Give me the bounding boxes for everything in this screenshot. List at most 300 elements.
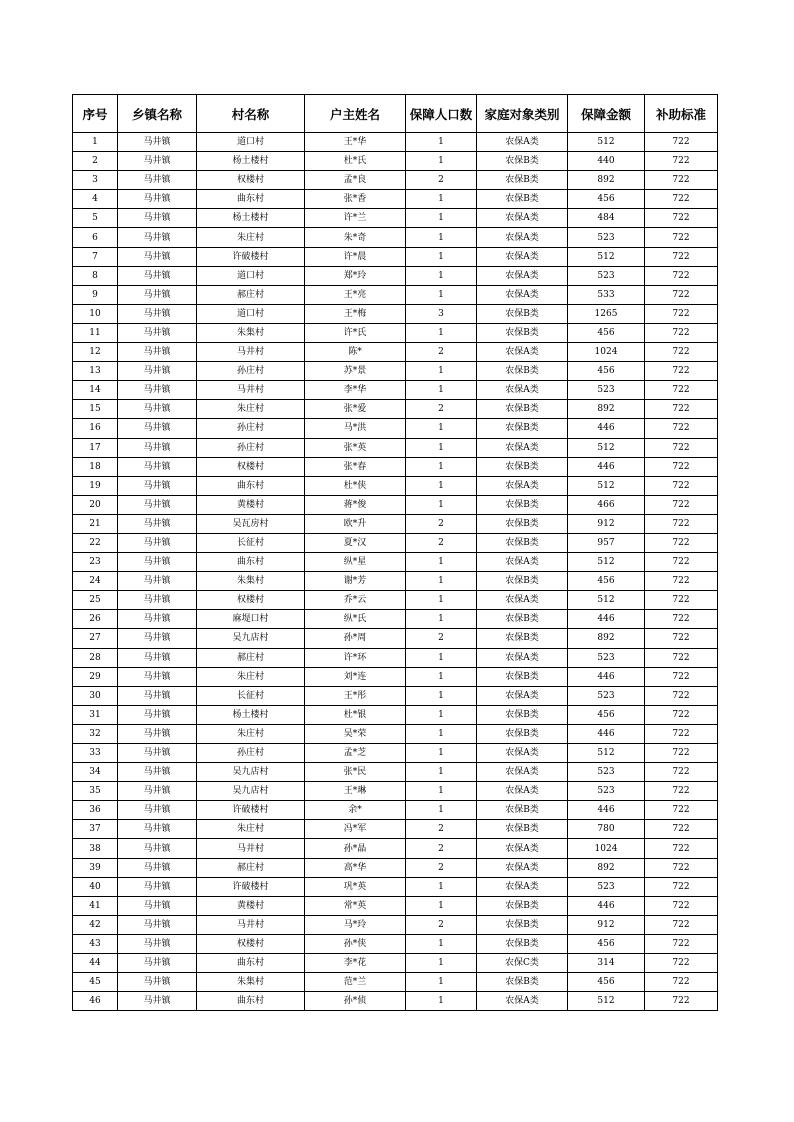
cell-col-population: 1 xyxy=(406,591,477,610)
cell-col-population: 2 xyxy=(406,858,477,877)
cell-col-index: 45 xyxy=(73,973,118,992)
cell-col-township: 马井镇 xyxy=(118,285,197,304)
cell-col-index: 40 xyxy=(73,877,118,896)
cell-col-village: 马井村 xyxy=(197,381,305,400)
cell-col-amount: 912 xyxy=(568,915,645,934)
cell-col-amount: 892 xyxy=(568,171,645,190)
cell-col-population: 1 xyxy=(406,266,477,285)
cell-col-standard: 722 xyxy=(645,954,718,973)
cell-col-village: 许破楼村 xyxy=(197,247,305,266)
header-col-householder: 户主姓名 xyxy=(305,95,406,133)
cell-col-population: 2 xyxy=(406,171,477,190)
cell-col-index: 25 xyxy=(73,591,118,610)
cell-col-category: 农保A类 xyxy=(477,553,568,572)
cell-col-amount: 523 xyxy=(568,228,645,247)
cell-col-township: 马井镇 xyxy=(118,896,197,915)
cell-col-standard: 722 xyxy=(645,304,718,323)
cell-col-township: 马井镇 xyxy=(118,381,197,400)
cell-col-index: 42 xyxy=(73,915,118,934)
table-row xyxy=(73,782,718,801)
cell-col-index: 14 xyxy=(73,381,118,400)
cell-col-population: 1 xyxy=(406,724,477,743)
cell-col-householder: 张*英 xyxy=(305,438,406,457)
cell-col-village: 朱集村 xyxy=(197,973,305,992)
cell-col-township: 马井镇 xyxy=(118,915,197,934)
cell-col-category: 农保B类 xyxy=(477,934,568,953)
cell-col-householder: 孟*良 xyxy=(305,171,406,190)
cell-col-standard: 722 xyxy=(645,591,718,610)
table-row xyxy=(73,744,718,763)
table-row xyxy=(73,285,718,304)
cell-col-standard: 722 xyxy=(645,610,718,629)
cell-col-population: 2 xyxy=(406,915,477,934)
cell-col-standard: 722 xyxy=(645,572,718,591)
cell-col-township: 马井镇 xyxy=(118,629,197,648)
cell-col-village: 曲东村 xyxy=(197,954,305,973)
cell-col-householder: 乔*云 xyxy=(305,591,406,610)
cell-col-index: 2 xyxy=(73,152,118,171)
cell-col-standard: 722 xyxy=(645,724,718,743)
cell-col-township: 马井镇 xyxy=(118,266,197,285)
cell-col-village: 马井村 xyxy=(197,343,305,362)
cell-col-population: 1 xyxy=(406,686,477,705)
cell-col-population: 2 xyxy=(406,400,477,419)
cell-col-category: 农保A类 xyxy=(477,247,568,266)
cell-col-index: 28 xyxy=(73,648,118,667)
cell-col-householder: 王*亮 xyxy=(305,285,406,304)
table-row xyxy=(73,266,718,285)
cell-col-householder: 张*民 xyxy=(305,763,406,782)
cell-col-index: 12 xyxy=(73,343,118,362)
cell-col-householder: 张*爱 xyxy=(305,400,406,419)
cell-col-index: 44 xyxy=(73,954,118,973)
cell-col-category: 农保B类 xyxy=(477,533,568,552)
table-row xyxy=(73,572,718,591)
table-row xyxy=(73,190,718,209)
cell-col-index: 15 xyxy=(73,400,118,419)
cell-col-township: 马井镇 xyxy=(118,152,197,171)
cell-col-amount: 456 xyxy=(568,323,645,342)
cell-col-population: 1 xyxy=(406,457,477,476)
cell-col-amount: 512 xyxy=(568,438,645,457)
cell-col-index: 16 xyxy=(73,419,118,438)
cell-col-standard: 722 xyxy=(645,744,718,763)
cell-col-village: 长征村 xyxy=(197,686,305,705)
cell-col-township: 马井镇 xyxy=(118,820,197,839)
cell-col-category: 农保A类 xyxy=(477,266,568,285)
cell-col-population: 2 xyxy=(406,629,477,648)
cell-col-index: 5 xyxy=(73,209,118,228)
header-col-category: 家庭对象类别 xyxy=(477,95,568,133)
cell-col-population: 2 xyxy=(406,343,477,362)
cell-col-population: 2 xyxy=(406,820,477,839)
header-col-index: 序号 xyxy=(73,95,118,133)
cell-col-index: 27 xyxy=(73,629,118,648)
cell-col-population: 1 xyxy=(406,572,477,591)
cell-col-standard: 722 xyxy=(645,323,718,342)
cell-col-township: 马井镇 xyxy=(118,400,197,419)
cell-col-amount: 446 xyxy=(568,610,645,629)
cell-col-index: 35 xyxy=(73,782,118,801)
cell-col-householder: 杜*氏 xyxy=(305,152,406,171)
assistance-table xyxy=(72,94,718,1011)
cell-col-population: 1 xyxy=(406,362,477,381)
cell-col-population: 1 xyxy=(406,705,477,724)
cell-col-standard: 722 xyxy=(645,228,718,247)
cell-col-township: 马井镇 xyxy=(118,724,197,743)
table-row xyxy=(73,820,718,839)
cell-col-householder: 谢*芳 xyxy=(305,572,406,591)
cell-col-village: 杨土楼村 xyxy=(197,209,305,228)
table-row xyxy=(73,400,718,419)
cell-col-standard: 722 xyxy=(645,858,718,877)
cell-col-category: 农保A类 xyxy=(477,285,568,304)
cell-col-population: 2 xyxy=(406,514,477,533)
cell-col-householder: 王*琳 xyxy=(305,782,406,801)
table-row xyxy=(73,648,718,667)
cell-col-category: 农保B类 xyxy=(477,705,568,724)
table-row xyxy=(73,934,718,953)
cell-col-category: 农保A类 xyxy=(477,228,568,247)
cell-col-index: 43 xyxy=(73,934,118,953)
table-row xyxy=(73,801,718,820)
cell-col-village: 曲东村 xyxy=(197,992,305,1011)
cell-col-amount: 523 xyxy=(568,648,645,667)
table-row xyxy=(73,343,718,362)
cell-col-category: 农保A类 xyxy=(477,686,568,705)
cell-col-index: 23 xyxy=(73,553,118,572)
cell-col-village: 黄楼村 xyxy=(197,896,305,915)
cell-col-category: 农保B类 xyxy=(477,190,568,209)
cell-col-standard: 722 xyxy=(645,152,718,171)
table-row xyxy=(73,419,718,438)
cell-col-amount: 523 xyxy=(568,266,645,285)
cell-col-population: 1 xyxy=(406,934,477,953)
cell-col-population: 1 xyxy=(406,133,477,152)
cell-col-category: 农保B类 xyxy=(477,152,568,171)
cell-col-householder: 刘*连 xyxy=(305,667,406,686)
cell-col-index: 17 xyxy=(73,438,118,457)
cell-col-amount: 446 xyxy=(568,801,645,820)
header-col-population: 保障人口数 xyxy=(406,95,477,133)
cell-col-category: 农保A类 xyxy=(477,476,568,495)
cell-col-index: 41 xyxy=(73,896,118,915)
cell-col-amount: 456 xyxy=(568,572,645,591)
cell-col-village: 朱庄村 xyxy=(197,667,305,686)
cell-col-township: 马井镇 xyxy=(118,782,197,801)
cell-col-village: 权楼村 xyxy=(197,591,305,610)
cell-col-householder: 许*环 xyxy=(305,648,406,667)
cell-col-population: 1 xyxy=(406,190,477,209)
cell-col-amount: 780 xyxy=(568,820,645,839)
cell-col-township: 马井镇 xyxy=(118,686,197,705)
cell-col-index: 46 xyxy=(73,992,118,1011)
cell-col-population: 1 xyxy=(406,495,477,514)
cell-col-population: 1 xyxy=(406,896,477,915)
cell-col-village: 长征村 xyxy=(197,533,305,552)
cell-col-township: 马井镇 xyxy=(118,247,197,266)
cell-col-amount: 523 xyxy=(568,686,645,705)
cell-col-amount: 512 xyxy=(568,133,645,152)
cell-col-township: 马井镇 xyxy=(118,438,197,457)
cell-col-amount: 1024 xyxy=(568,839,645,858)
cell-col-standard: 722 xyxy=(645,629,718,648)
cell-col-standard: 722 xyxy=(645,648,718,667)
cell-col-population: 1 xyxy=(406,553,477,572)
cell-col-township: 马井镇 xyxy=(118,419,197,438)
cell-col-village: 许破楼村 xyxy=(197,801,305,820)
cell-col-category: 农保B类 xyxy=(477,629,568,648)
cell-col-village: 权楼村 xyxy=(197,934,305,953)
cell-col-village: 孙庄村 xyxy=(197,362,305,381)
table-row xyxy=(73,610,718,629)
cell-col-householder: 孙*侦 xyxy=(305,992,406,1011)
cell-col-householder: 冯*军 xyxy=(305,820,406,839)
cell-col-village: 黄楼村 xyxy=(197,495,305,514)
document-page xyxy=(72,94,717,1011)
table-row xyxy=(73,553,718,572)
cell-col-category: 农保B类 xyxy=(477,973,568,992)
cell-col-population: 1 xyxy=(406,782,477,801)
cell-col-village: 吴瓦房村 xyxy=(197,514,305,533)
table-row xyxy=(73,629,718,648)
cell-col-township: 马井镇 xyxy=(118,476,197,495)
cell-col-category: 农保B类 xyxy=(477,801,568,820)
cell-col-householder: 杜*侠 xyxy=(305,476,406,495)
cell-col-category: 农保B类 xyxy=(477,610,568,629)
table-row xyxy=(73,362,718,381)
cell-col-index: 9 xyxy=(73,285,118,304)
cell-col-population: 1 xyxy=(406,801,477,820)
cell-col-standard: 722 xyxy=(645,896,718,915)
cell-col-category: 农保B类 xyxy=(477,724,568,743)
cell-col-householder: 许*兰 xyxy=(305,209,406,228)
cell-col-township: 马井镇 xyxy=(118,362,197,381)
cell-col-householder: 苏*景 xyxy=(305,362,406,381)
cell-col-population: 1 xyxy=(406,610,477,629)
cell-col-population: 2 xyxy=(406,533,477,552)
cell-col-householder: 王*华 xyxy=(305,133,406,152)
cell-col-village: 马井村 xyxy=(197,839,305,858)
cell-col-amount: 512 xyxy=(568,247,645,266)
cell-col-householder: 李*华 xyxy=(305,381,406,400)
cell-col-amount: 512 xyxy=(568,992,645,1011)
cell-col-standard: 722 xyxy=(645,190,718,209)
cell-col-standard: 722 xyxy=(645,362,718,381)
header-col-standard: 补助标准 xyxy=(645,95,718,133)
cell-col-township: 马井镇 xyxy=(118,533,197,552)
cell-col-amount: 446 xyxy=(568,667,645,686)
cell-col-amount: 523 xyxy=(568,782,645,801)
cell-col-township: 马井镇 xyxy=(118,973,197,992)
cell-col-index: 29 xyxy=(73,667,118,686)
table-row xyxy=(73,973,718,992)
cell-col-standard: 722 xyxy=(645,915,718,934)
cell-col-township: 马井镇 xyxy=(118,610,197,629)
cell-col-amount: 523 xyxy=(568,877,645,896)
cell-col-householder: 孟*芝 xyxy=(305,744,406,763)
cell-col-township: 马井镇 xyxy=(118,572,197,591)
cell-col-amount: 446 xyxy=(568,457,645,476)
table-row xyxy=(73,591,718,610)
cell-col-amount: 1265 xyxy=(568,304,645,323)
cell-col-village: 郝庄村 xyxy=(197,285,305,304)
cell-col-householder: 吴*荣 xyxy=(305,724,406,743)
table-row xyxy=(73,438,718,457)
cell-col-householder: 许*晨 xyxy=(305,247,406,266)
cell-col-township: 马井镇 xyxy=(118,133,197,152)
cell-col-village: 曲东村 xyxy=(197,553,305,572)
cell-col-township: 马井镇 xyxy=(118,323,197,342)
cell-col-index: 32 xyxy=(73,724,118,743)
cell-col-amount: 523 xyxy=(568,763,645,782)
cell-col-village: 权楼村 xyxy=(197,171,305,190)
cell-col-population: 1 xyxy=(406,228,477,247)
cell-col-village: 曲东村 xyxy=(197,190,305,209)
cell-col-householder: 张*香 xyxy=(305,190,406,209)
cell-col-population: 1 xyxy=(406,152,477,171)
cell-col-township: 马井镇 xyxy=(118,934,197,953)
cell-col-standard: 722 xyxy=(645,514,718,533)
cell-col-standard: 722 xyxy=(645,705,718,724)
cell-col-category: 农保A类 xyxy=(477,438,568,457)
cell-col-township: 马井镇 xyxy=(118,954,197,973)
table-row xyxy=(73,877,718,896)
table-row xyxy=(73,724,718,743)
table-row xyxy=(73,323,718,342)
cell-col-category: 农保A类 xyxy=(477,839,568,858)
cell-col-standard: 722 xyxy=(645,820,718,839)
cell-col-index: 36 xyxy=(73,801,118,820)
cell-col-category: 农保A类 xyxy=(477,343,568,362)
cell-col-index: 3 xyxy=(73,171,118,190)
cell-col-amount: 440 xyxy=(568,152,645,171)
cell-col-category: 农保A类 xyxy=(477,782,568,801)
table-row xyxy=(73,896,718,915)
cell-col-amount: 892 xyxy=(568,400,645,419)
cell-col-index: 8 xyxy=(73,266,118,285)
cell-col-township: 马井镇 xyxy=(118,514,197,533)
cell-col-standard: 722 xyxy=(645,667,718,686)
cell-col-township: 马井镇 xyxy=(118,763,197,782)
cell-col-village: 朱集村 xyxy=(197,323,305,342)
cell-col-index: 7 xyxy=(73,247,118,266)
cell-col-standard: 722 xyxy=(645,553,718,572)
cell-col-amount: 456 xyxy=(568,362,645,381)
cell-col-amount: 446 xyxy=(568,896,645,915)
cell-col-amount: 446 xyxy=(568,419,645,438)
cell-col-amount: 314 xyxy=(568,954,645,973)
cell-col-village: 孙庄村 xyxy=(197,744,305,763)
cell-col-index: 4 xyxy=(73,190,118,209)
cell-col-standard: 722 xyxy=(645,533,718,552)
cell-col-amount: 456 xyxy=(568,705,645,724)
cell-col-category: 农保B类 xyxy=(477,323,568,342)
cell-col-population: 1 xyxy=(406,438,477,457)
cell-col-standard: 722 xyxy=(645,686,718,705)
table-row xyxy=(73,152,718,171)
cell-col-amount: 456 xyxy=(568,190,645,209)
cell-col-householder: 范*兰 xyxy=(305,973,406,992)
cell-col-householder: 巩*英 xyxy=(305,877,406,896)
cell-col-standard: 722 xyxy=(645,934,718,953)
cell-col-householder: 孙*侠 xyxy=(305,934,406,953)
cell-col-village: 马井村 xyxy=(197,915,305,934)
cell-col-township: 马井镇 xyxy=(118,304,197,323)
cell-col-village: 杨土楼村 xyxy=(197,152,305,171)
cell-col-population: 1 xyxy=(406,763,477,782)
cell-col-population: 1 xyxy=(406,954,477,973)
cell-col-population: 1 xyxy=(406,247,477,266)
cell-col-index: 26 xyxy=(73,610,118,629)
cell-col-category: 农保A类 xyxy=(477,648,568,667)
cell-col-index: 37 xyxy=(73,820,118,839)
cell-col-township: 马井镇 xyxy=(118,228,197,247)
cell-col-householder: 朱*奇 xyxy=(305,228,406,247)
cell-col-standard: 722 xyxy=(645,171,718,190)
cell-col-standard: 722 xyxy=(645,381,718,400)
table-row xyxy=(73,133,718,152)
cell-col-township: 马井镇 xyxy=(118,801,197,820)
cell-col-index: 34 xyxy=(73,763,118,782)
cell-col-village: 朱庄村 xyxy=(197,400,305,419)
cell-col-village: 郝庄村 xyxy=(197,648,305,667)
cell-col-category: 农保B类 xyxy=(477,495,568,514)
cell-col-township: 马井镇 xyxy=(118,457,197,476)
cell-col-amount: 512 xyxy=(568,744,645,763)
cell-col-householder: 陈* xyxy=(305,343,406,362)
cell-col-householder: 王*彤 xyxy=(305,686,406,705)
cell-col-householder: 马*洪 xyxy=(305,419,406,438)
cell-col-village: 许破楼村 xyxy=(197,877,305,896)
cell-col-amount: 523 xyxy=(568,381,645,400)
table-body xyxy=(73,133,718,1011)
cell-col-householder: 孙*周 xyxy=(305,629,406,648)
cell-col-amount: 512 xyxy=(568,591,645,610)
table-row xyxy=(73,686,718,705)
table-row xyxy=(73,209,718,228)
table-row xyxy=(73,667,718,686)
cell-col-category: 农保B类 xyxy=(477,820,568,839)
cell-col-index: 18 xyxy=(73,457,118,476)
cell-col-population: 1 xyxy=(406,381,477,400)
cell-col-village: 曲东村 xyxy=(197,476,305,495)
cell-col-population: 1 xyxy=(406,992,477,1011)
cell-col-township: 马井镇 xyxy=(118,209,197,228)
cell-col-standard: 722 xyxy=(645,973,718,992)
cell-col-amount: 892 xyxy=(568,858,645,877)
table-row xyxy=(73,839,718,858)
cell-col-population: 1 xyxy=(406,476,477,495)
cell-col-standard: 722 xyxy=(645,763,718,782)
cell-col-amount: 466 xyxy=(568,495,645,514)
cell-col-township: 马井镇 xyxy=(118,190,197,209)
cell-col-standard: 722 xyxy=(645,419,718,438)
cell-col-population: 1 xyxy=(406,973,477,992)
cell-col-category: 农保A类 xyxy=(477,763,568,782)
cell-col-township: 马井镇 xyxy=(118,744,197,763)
cell-col-standard: 722 xyxy=(645,495,718,514)
cell-col-population: 1 xyxy=(406,648,477,667)
table-row xyxy=(73,304,718,323)
cell-col-householder: 张*春 xyxy=(305,457,406,476)
cell-col-amount: 512 xyxy=(568,476,645,495)
cell-col-category: 农保A类 xyxy=(477,209,568,228)
cell-col-category: 农保B类 xyxy=(477,304,568,323)
cell-col-township: 马井镇 xyxy=(118,648,197,667)
cell-col-standard: 722 xyxy=(645,343,718,362)
cell-col-householder: 马*玲 xyxy=(305,915,406,934)
